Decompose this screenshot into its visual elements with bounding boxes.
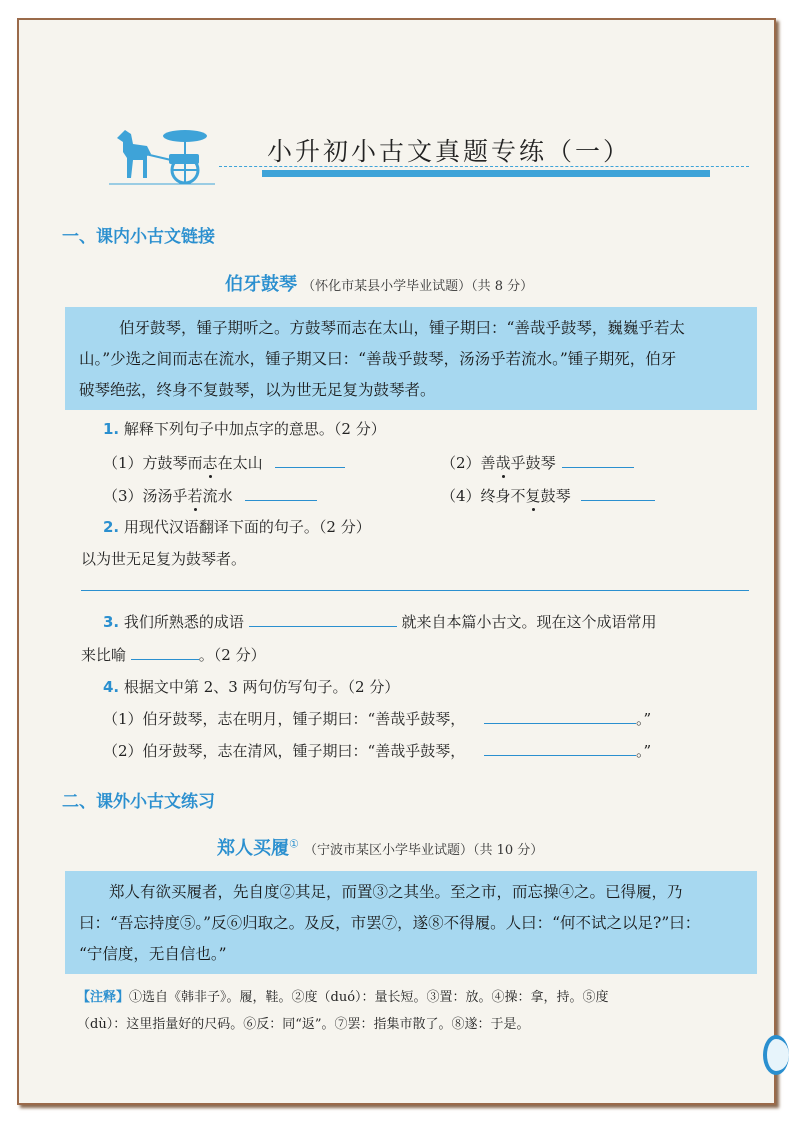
q1-item-text: （2）善	[441, 454, 496, 472]
page-edge-tab	[763, 1035, 789, 1075]
q4-item-end: 。”	[636, 710, 652, 728]
passage-line: 破琴绝弦，终身不复鼓琴，以为世无足复为鼓琴者。	[79, 381, 436, 399]
question-text: 根据文中第 2、3 两句仿写句子。（2 分）	[123, 678, 400, 696]
question-number: 3.	[103, 613, 120, 631]
question-text: 。（2 分）	[198, 646, 266, 664]
q1-item-text: 在太山	[217, 454, 263, 472]
passage-source: （怀化市某县小学毕业试题）（共 8 分）	[302, 279, 534, 294]
q1-item-text: 流水	[202, 487, 233, 505]
question-number: 4.	[103, 678, 120, 696]
answer-blank[interactable]	[484, 709, 636, 724]
q1-dotted-char: 哉	[495, 454, 511, 472]
q1-item-2	[441, 452, 634, 473]
passage-source: （宁波市某区小学毕业试题）（共 10 分）	[303, 843, 544, 858]
annotation-notes	[77, 984, 757, 1038]
q1-item-4	[441, 485, 655, 506]
answer-blank[interactable]	[249, 612, 397, 627]
passage-box-1	[65, 307, 757, 410]
q4-item-text: （2）伯牙鼓琴，志在清风，锺子期曰：“善哉乎鼓琴，	[103, 742, 466, 760]
passage-line: 山。”少选之间而志在流水，锺子期又曰：“善哉乎鼓琴，汤汤乎若流水。”锺子期死，伯牙	[79, 350, 677, 368]
answer-blank[interactable]	[131, 645, 199, 660]
question-3	[103, 611, 657, 632]
title-underline-bar	[262, 170, 710, 177]
q1-item-text: 乎鼓琴	[510, 454, 556, 472]
section-heading-1: 一、课内小古文链接	[62, 227, 215, 247]
q4-item-1	[103, 708, 651, 729]
passage-title-row-1	[225, 270, 533, 296]
notes-label: 【注释】	[77, 990, 130, 1005]
q1-item-3	[103, 485, 317, 506]
question-text: 就来自本篇小古文。现在这个成语常用	[401, 613, 657, 631]
answer-blank[interactable]	[275, 453, 345, 468]
question-text: 我们所熟悉的成语	[123, 613, 244, 631]
question-number: 2.	[103, 518, 120, 536]
q1-item-text: （1）方鼓琴而	[103, 454, 203, 472]
question-text: 用现代汉语翻译下面的句子。（2 分）	[123, 518, 371, 536]
question-2	[103, 516, 371, 537]
section-heading-2: 二、课外小古文练习	[62, 792, 215, 812]
q1-dotted-char: 若	[187, 487, 203, 505]
q4-item-end: 。”	[636, 742, 652, 760]
passage-box-2	[65, 871, 757, 974]
notes-text: ①选自《韩非子》。履，鞋。②度（duó）：量长短。③置：放。④操：拿，持。⑤度	[129, 990, 609, 1005]
answer-blank[interactable]	[562, 453, 634, 468]
answer-blank[interactable]	[484, 741, 636, 756]
q1-item-1	[103, 452, 345, 473]
q4-item-text: （1）伯牙鼓琴，志在明月，锺子期曰：“善哉乎鼓琴，	[103, 710, 466, 728]
footnote-marker: ①	[289, 837, 299, 851]
passage-title: 郑人买履	[217, 838, 289, 859]
q1-item-text: （4）终身不	[441, 487, 526, 505]
answer-blank[interactable]	[245, 486, 317, 501]
passage-line: 郑人有欲买履者，先自度②其足，而置③之其坐。至之市，而忘操④之。已得履，乃	[109, 883, 683, 901]
passage-line: “宁信度，无自信也。”	[79, 945, 227, 963]
q1-item-text: （3）汤汤乎	[103, 487, 188, 505]
question-3-line2	[81, 644, 266, 665]
question-text: 解释下列句子中加点字的意思。（2 分）	[123, 420, 386, 438]
q2-answer-line[interactable]	[81, 590, 749, 591]
answer-blank[interactable]	[581, 486, 655, 501]
question-text: 来比喻	[81, 646, 127, 664]
question-4	[103, 676, 399, 697]
title-divider	[219, 166, 749, 167]
passage-line: 伯牙鼓琴，锺子期听之。方鼓琴而志在太山，锺子期曰：“善哉乎鼓琴，巍巍乎若太	[119, 319, 685, 337]
notes-line	[77, 984, 757, 1011]
question-number: 1.	[103, 420, 120, 438]
q2-sentence: 以为世无足复为鼓琴者。	[81, 550, 247, 568]
q1-item-text: 鼓琴	[540, 487, 571, 505]
q1-dotted-char: 复	[525, 487, 541, 505]
passage-title-row-2	[217, 834, 543, 860]
passage-line: 曰：“吾忘持度⑤。”反⑥归取之。及反，市罢⑦，遂⑧不得履。人曰：“何不试之以足?”曰：	[79, 914, 701, 932]
page-title: 小升初小古文真题专练（一）	[267, 137, 632, 166]
horse-chariot-logo-icon	[107, 108, 217, 188]
question-1	[103, 418, 386, 439]
workbook-page	[17, 18, 776, 1105]
notes-line: （dù）：这里指量好的尺码。⑥反：同“返”。⑦罢：指集市散了。⑧遂：于是。	[77, 1017, 530, 1032]
passage-title: 伯牙鼓琴	[225, 274, 297, 295]
q1-dotted-char: 志	[202, 454, 218, 472]
q4-item-2	[103, 740, 651, 761]
